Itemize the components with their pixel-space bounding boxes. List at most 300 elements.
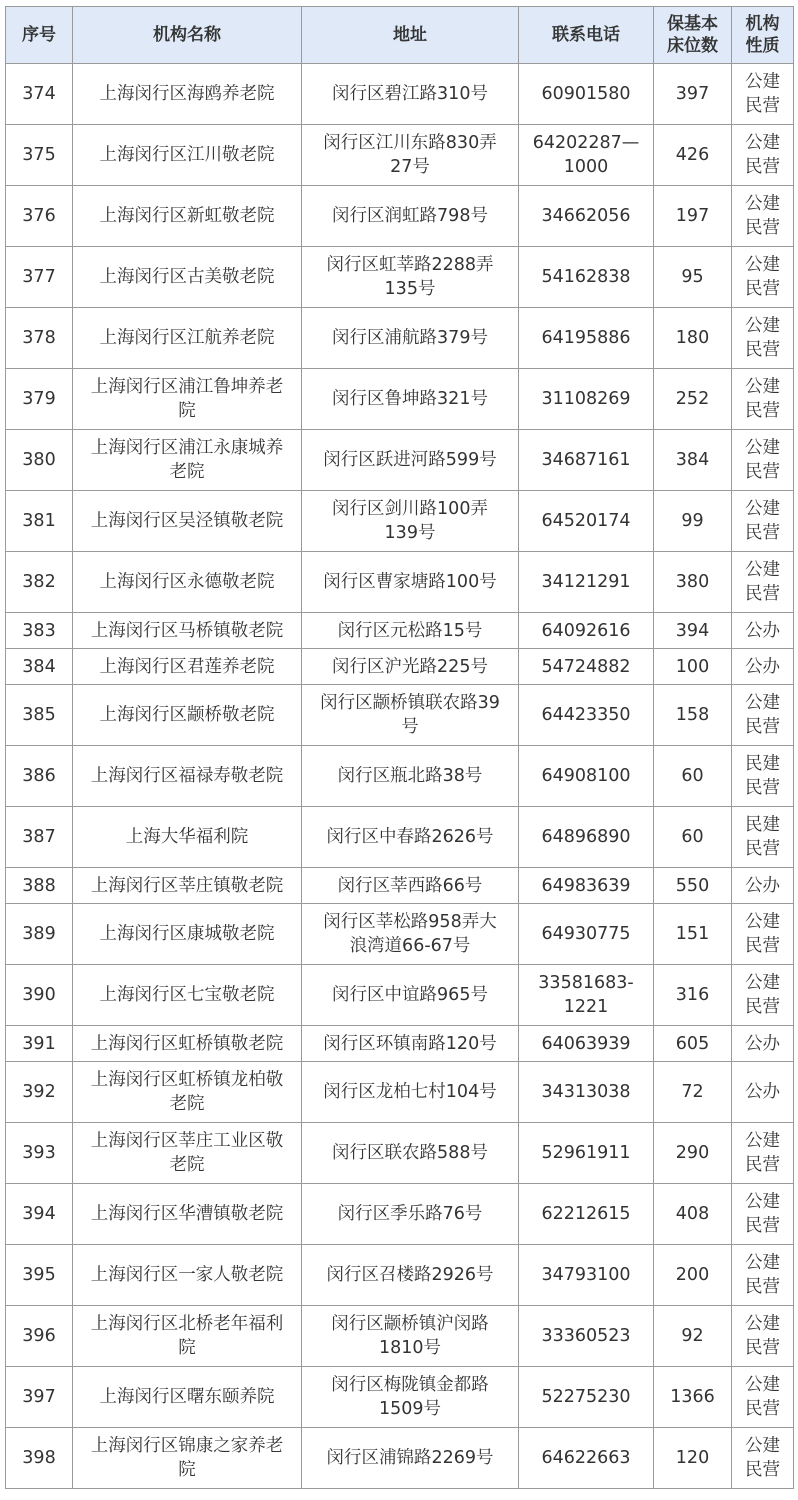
- cell-beds-text: 252: [675, 389, 710, 409]
- cell-address-text: 闵行区虹莘路2288弄135号: [326, 255, 494, 299]
- cell-no-text: 389: [22, 924, 56, 944]
- cell-phone-text: 64195886: [541, 328, 631, 348]
- cell-address: [302, 649, 519, 685]
- cell-no: [6, 685, 73, 746]
- cell-beds: [654, 1245, 732, 1306]
- cell-name-text: 上海闵行区虹桥镇敬老院: [90, 1033, 284, 1054]
- cell-address: [302, 807, 519, 868]
- cell-beds-text: 100: [675, 656, 710, 677]
- cell-address: [302, 1428, 519, 1489]
- cell-name: [73, 1026, 302, 1062]
- cell-name-text: 上海闵行区康城敬老院: [99, 924, 275, 944]
- cell-no-text: 377: [22, 267, 56, 287]
- cell-phone: [519, 868, 654, 904]
- cell-type: [732, 491, 794, 552]
- cell-no-text: 392: [22, 1082, 56, 1102]
- cell-name-text: 上海闵行区永德敬老院: [99, 572, 275, 592]
- cell-no: [6, 1428, 73, 1489]
- cell-name: [73, 1062, 302, 1123]
- cell-phone: [519, 746, 654, 807]
- cell-no: [6, 430, 73, 491]
- cell-type: [732, 1062, 794, 1123]
- cell-phone-text: 62212615: [541, 1204, 631, 1224]
- header-phone: [519, 7, 654, 64]
- cell-phone: [519, 125, 654, 186]
- cell-no-text: 390: [22, 985, 56, 1005]
- cell-beds-text: 550: [675, 875, 710, 896]
- cell-phone-text: 64423350: [541, 705, 631, 725]
- cell-address: [302, 1367, 519, 1428]
- cell-beds: [654, 746, 732, 807]
- cell-address-text: 闵行区润虹路798号: [332, 206, 488, 226]
- cell-type: [732, 125, 794, 186]
- cell-no: [6, 746, 73, 807]
- cell-name: [73, 965, 302, 1026]
- cell-beds: [654, 186, 732, 247]
- cell-type-text: 民建民营: [745, 815, 780, 859]
- cell-type-text: 公建民营: [745, 438, 780, 482]
- header-type-label: 机构性质: [745, 14, 780, 56]
- cell-address-text: 闵行区梅陇镇金都路1509号: [331, 1375, 489, 1419]
- header-no: [6, 7, 73, 64]
- cell-name: [73, 1306, 302, 1367]
- cell-phone: [519, 552, 654, 613]
- table-row: [6, 1026, 794, 1062]
- cell-address-text: 闵行区跃进河路599号: [323, 450, 497, 470]
- cell-phone-text: 34687161: [541, 450, 631, 470]
- cell-address-text: 闵行区召楼路2926号: [326, 1265, 494, 1285]
- cell-phone: [519, 904, 654, 965]
- cell-type: [732, 308, 794, 369]
- cell-type: [732, 965, 794, 1026]
- header-row: [6, 7, 794, 64]
- cell-name-text: 上海闵行区新虹敬老院: [99, 206, 275, 226]
- cell-type: [732, 685, 794, 746]
- cell-type: [732, 746, 794, 807]
- table-row: [6, 613, 794, 649]
- cell-name-text: 上海闵行区一家人敬老院: [90, 1265, 284, 1285]
- cell-phone: [519, 965, 654, 1026]
- header-name: [73, 7, 302, 64]
- cell-no-text: 385: [22, 705, 56, 725]
- cell-beds-text: 72: [681, 1082, 704, 1102]
- cell-phone-text: 64908100: [541, 766, 631, 786]
- cell-type: [732, 807, 794, 868]
- cell-address-text: 闵行区鲁坤路321号: [332, 389, 488, 409]
- cell-no: [6, 649, 73, 685]
- cell-phone-text: 52275230: [541, 1387, 631, 1407]
- cell-beds-text: 200: [675, 1265, 710, 1285]
- cell-type: [732, 1026, 794, 1062]
- table-row: [6, 247, 794, 308]
- cell-phone-text: 64063939: [541, 1033, 631, 1054]
- table-row: [6, 1245, 794, 1306]
- table-row: [6, 64, 794, 125]
- cell-no-text: 394: [22, 1204, 56, 1224]
- cell-phone-text: 34662056: [541, 206, 631, 226]
- cell-name: [73, 1184, 302, 1245]
- cell-type-text: 公建民营: [745, 1314, 780, 1358]
- cell-beds: [654, 1123, 732, 1184]
- cell-beds: [654, 1367, 732, 1428]
- cell-name: [73, 1245, 302, 1306]
- cell-beds-text: 92: [681, 1326, 704, 1346]
- cell-address: [302, 491, 519, 552]
- cell-no: [6, 1184, 73, 1245]
- cell-phone: [519, 247, 654, 308]
- cell-beds-text: 158: [675, 705, 710, 725]
- cell-phone-text: 33360523: [541, 1326, 631, 1346]
- cell-address: [302, 125, 519, 186]
- cell-beds-text: 1366: [670, 1387, 715, 1407]
- cell-name: [73, 430, 302, 491]
- cell-address-text: 闵行区碧江路310号: [332, 84, 488, 104]
- cell-type: [732, 430, 794, 491]
- cell-address-text: 闵行区浦航路379号: [332, 328, 488, 348]
- cell-phone-text: 54724882: [541, 656, 631, 677]
- table-row: [6, 308, 794, 369]
- cell-name: [73, 807, 302, 868]
- cell-name-text: 上海闵行区莘庄镇敬老院: [90, 875, 284, 896]
- cell-type-text: 公建民营: [745, 72, 780, 116]
- cell-name-text: 上海闵行区北桥老年福利院: [90, 1314, 284, 1358]
- cell-no-text: 383: [22, 620, 56, 641]
- cell-name: [73, 746, 302, 807]
- cell-type: [732, 1245, 794, 1306]
- cell-name: [73, 868, 302, 904]
- table-row: [6, 649, 794, 685]
- cell-phone-text: 31108269: [541, 389, 631, 409]
- cell-beds: [654, 904, 732, 965]
- table-row: [6, 1306, 794, 1367]
- cell-beds-text: 380: [675, 572, 710, 592]
- cell-address: [302, 430, 519, 491]
- cell-type-text: 公建民营: [745, 912, 780, 956]
- cell-beds: [654, 649, 732, 685]
- cell-type: [732, 369, 794, 430]
- cell-phone: [519, 430, 654, 491]
- cell-type: [732, 247, 794, 308]
- cell-no: [6, 965, 73, 1026]
- cell-name-text: 上海闵行区七宝敬老院: [99, 985, 275, 1005]
- cell-no-text: 388: [22, 875, 56, 896]
- cell-name-text: 上海闵行区锦康之家养老院: [90, 1436, 284, 1480]
- cell-beds-text: 151: [675, 924, 710, 944]
- cell-phone-text: 64930775: [541, 924, 631, 944]
- header-type: [732, 7, 794, 64]
- table-row: [6, 685, 794, 746]
- cell-address-text: 闵行区环镇南路120号: [323, 1033, 497, 1054]
- cell-address-text: 闵行区颛桥镇联农路39号: [320, 693, 500, 737]
- cell-no-text: 387: [22, 827, 56, 847]
- cell-no: [6, 1245, 73, 1306]
- cell-type-text: 公建民营: [745, 499, 780, 543]
- cell-no-text: 393: [22, 1143, 56, 1163]
- cell-address: [302, 369, 519, 430]
- cell-phone: [519, 64, 654, 125]
- cell-name-text: 上海闵行区浦江鲁坤养老院: [90, 377, 284, 421]
- cell-phone: [519, 1123, 654, 1184]
- cell-name: [73, 1428, 302, 1489]
- cell-address-text: 闵行区剑川路100弄139号: [332, 499, 488, 543]
- cell-phone-text: 64896890: [541, 827, 631, 847]
- table-row: [6, 1062, 794, 1123]
- cell-no-text: 378: [22, 328, 56, 348]
- cell-no: [6, 1367, 73, 1428]
- cell-no-text: 376: [22, 206, 56, 226]
- table-header: [6, 7, 794, 64]
- cell-beds-text: 60: [681, 827, 704, 847]
- cell-name-text: 上海闵行区浦江永康城养老院: [90, 438, 284, 482]
- cell-address-text: 闵行区颛桥镇沪闵路1810号: [331, 1314, 489, 1358]
- cell-type-text: 公建民营: [745, 1375, 780, 1419]
- cell-phone: [519, 807, 654, 868]
- cell-address: [302, 1026, 519, 1062]
- cell-beds: [654, 613, 732, 649]
- cell-no: [6, 1306, 73, 1367]
- cell-phone-text: 54162838: [541, 267, 631, 287]
- cell-name-text: 上海闵行区华漕镇敬老院: [90, 1204, 284, 1224]
- cell-phone-text: 64983639: [541, 875, 631, 896]
- table-row: [6, 369, 794, 430]
- cell-phone: [519, 613, 654, 649]
- cell-address: [302, 904, 519, 965]
- cell-no: [6, 491, 73, 552]
- cell-address-text: 闵行区曹家塘路100号: [323, 572, 497, 592]
- cell-name: [73, 613, 302, 649]
- cell-no-text: 380: [22, 450, 56, 470]
- cell-type: [732, 904, 794, 965]
- cell-address: [302, 1123, 519, 1184]
- cell-beds-text: 408: [675, 1204, 710, 1224]
- cell-type-text: 公建民营: [745, 1436, 780, 1480]
- cell-name-text: 上海闵行区曙东颐养院: [99, 1387, 275, 1407]
- cell-no: [6, 369, 73, 430]
- cell-type: [732, 649, 794, 685]
- cell-address-text: 闵行区瓶北路38号: [337, 766, 483, 786]
- cell-type: [732, 1367, 794, 1428]
- cell-name: [73, 552, 302, 613]
- cell-beds: [654, 1184, 732, 1245]
- table-row: [6, 1428, 794, 1489]
- cell-name-text: 上海闵行区君莲养老院: [99, 656, 275, 677]
- cell-type-text: 公建民营: [745, 693, 780, 737]
- cell-address-text: 闵行区元松路15号: [337, 620, 483, 641]
- cell-type-text: 公建民营: [745, 133, 780, 177]
- cell-address: [302, 1245, 519, 1306]
- table-row: [6, 491, 794, 552]
- table-row: [6, 1184, 794, 1245]
- cell-name: [73, 491, 302, 552]
- cell-phone-text: 33581683-1221: [538, 973, 634, 1017]
- cell-beds: [654, 685, 732, 746]
- cell-type-text: 公建民营: [745, 973, 780, 1017]
- cell-phone-text: 64520174: [541, 511, 631, 531]
- cell-address: [302, 552, 519, 613]
- cell-type: [732, 186, 794, 247]
- cell-address: [302, 308, 519, 369]
- cell-name: [73, 247, 302, 308]
- cell-type-text: 公办: [745, 620, 780, 641]
- cell-address-text: 闵行区浦锦路2269号: [326, 1448, 494, 1468]
- header-beds-label: 保基本床位数: [667, 14, 718, 56]
- cell-type: [732, 1123, 794, 1184]
- cell-beds: [654, 1026, 732, 1062]
- cell-type-text: 公办: [745, 1082, 780, 1102]
- cell-type-text: 公建民营: [745, 194, 780, 238]
- cell-phone: [519, 1184, 654, 1245]
- cell-beds: [654, 247, 732, 308]
- cell-name-text: 上海闵行区虹桥镇龙柏敬老院: [90, 1070, 284, 1114]
- cell-beds: [654, 308, 732, 369]
- cell-type-text: 公建民营: [745, 1192, 780, 1236]
- cell-name: [73, 1367, 302, 1428]
- cell-beds-text: 120: [675, 1448, 710, 1468]
- cell-beds: [654, 965, 732, 1026]
- cell-no-text: 382: [22, 572, 56, 592]
- cell-type-text: 公建民营: [745, 1131, 780, 1175]
- cell-no: [6, 64, 73, 125]
- cell-type: [732, 1184, 794, 1245]
- cell-address: [302, 64, 519, 125]
- cell-name-text: 上海闵行区江川敬老院: [99, 145, 275, 165]
- cell-address-text: 闵行区中谊路965号: [332, 985, 488, 1005]
- cell-beds: [654, 868, 732, 904]
- cell-no-text: 379: [22, 389, 56, 409]
- cell-name: [73, 186, 302, 247]
- cell-name-text: 上海闵行区福禄寿敬老院: [90, 766, 284, 786]
- cell-beds: [654, 491, 732, 552]
- cell-beds: [654, 1428, 732, 1489]
- cell-no-text: 398: [22, 1448, 56, 1468]
- table-row: [6, 965, 794, 1026]
- cell-name-text: 上海大华福利院: [125, 827, 249, 847]
- cell-beds-text: 394: [675, 620, 710, 641]
- cell-beds-text: 397: [675, 84, 710, 104]
- cell-type-text: 民建民营: [745, 754, 780, 798]
- cell-no-text: 396: [22, 1326, 56, 1346]
- cell-address: [302, 965, 519, 1026]
- cell-phone-text: 34313038: [541, 1082, 631, 1102]
- cell-name: [73, 308, 302, 369]
- cell-type: [732, 868, 794, 904]
- cell-name: [73, 64, 302, 125]
- cell-beds: [654, 1306, 732, 1367]
- table-row: [6, 125, 794, 186]
- cell-beds: [654, 369, 732, 430]
- cell-no: [6, 613, 73, 649]
- cell-address: [302, 868, 519, 904]
- table-row: [6, 1123, 794, 1184]
- cell-phone: [519, 1367, 654, 1428]
- header-address: [302, 7, 519, 64]
- header-phone-label: 联系电话: [552, 25, 620, 45]
- cell-beds: [654, 552, 732, 613]
- cell-beds-text: 316: [675, 985, 710, 1005]
- header-name-label: 机构名称: [153, 25, 221, 45]
- cell-address: [302, 1062, 519, 1123]
- cell-no-text: 395: [22, 1265, 56, 1285]
- cell-phone: [519, 1306, 654, 1367]
- table-row: [6, 746, 794, 807]
- cell-beds-text: 605: [675, 1033, 710, 1054]
- cell-address-text: 闵行区莘松路958弄大浪湾道66-67号: [323, 912, 497, 956]
- table-row: [6, 904, 794, 965]
- cell-name-text: 上海闵行区莘庄工业区敬老院: [90, 1131, 284, 1175]
- cell-address: [302, 613, 519, 649]
- cell-beds: [654, 1062, 732, 1123]
- table-row: [6, 552, 794, 613]
- cell-no-text: 397: [22, 1387, 56, 1407]
- cell-no: [6, 868, 73, 904]
- cell-address-text: 闵行区沪光路225号: [332, 656, 488, 677]
- cell-phone-text: 64622663: [541, 1448, 631, 1468]
- cell-type-text: 公建民营: [745, 560, 780, 604]
- cell-no: [6, 186, 73, 247]
- cell-name: [73, 685, 302, 746]
- cell-address-text: 闵行区龙柏七村104号: [323, 1082, 497, 1102]
- cell-type: [732, 552, 794, 613]
- cell-address: [302, 247, 519, 308]
- cell-type: [732, 613, 794, 649]
- table-row: [6, 430, 794, 491]
- cell-type-text: 公建民营: [745, 377, 780, 421]
- cell-beds-text: 99: [681, 511, 704, 531]
- cell-name: [73, 125, 302, 186]
- cell-phone: [519, 1428, 654, 1489]
- cell-no: [6, 125, 73, 186]
- cell-address: [302, 186, 519, 247]
- cell-beds: [654, 64, 732, 125]
- cell-type: [732, 1428, 794, 1489]
- cell-address: [302, 685, 519, 746]
- table-row: [6, 186, 794, 247]
- cell-beds-text: 197: [675, 206, 710, 226]
- cell-beds-text: 60: [681, 766, 704, 786]
- cell-type: [732, 1306, 794, 1367]
- cell-type-text: 公建民营: [745, 316, 780, 360]
- cell-phone-text: 34121291: [541, 572, 631, 592]
- cell-name: [73, 1123, 302, 1184]
- cell-phone: [519, 1245, 654, 1306]
- cell-type-text: 公办: [745, 875, 780, 896]
- cell-phone-text: 64092616: [541, 620, 631, 641]
- cell-address-text: 闵行区莘西路66号: [337, 875, 483, 896]
- cell-phone: [519, 186, 654, 247]
- cell-phone: [519, 649, 654, 685]
- cell-address-text: 闵行区江川东路830弄27号: [323, 133, 497, 177]
- cell-phone: [519, 491, 654, 552]
- cell-type: [732, 64, 794, 125]
- cell-name-text: 上海闵行区江航养老院: [99, 328, 275, 348]
- cell-address-text: 闵行区季乐路76号: [337, 1204, 483, 1224]
- cell-name-text: 上海闵行区吴泾镇敬老院: [90, 511, 284, 531]
- cell-phone-text: 52961911: [541, 1143, 631, 1163]
- cell-no-text: 374: [22, 84, 56, 104]
- cell-beds: [654, 430, 732, 491]
- table-row: [6, 868, 794, 904]
- nursing-home-table: [5, 6, 794, 1489]
- cell-beds-text: 426: [675, 145, 710, 165]
- cell-no: [6, 247, 73, 308]
- cell-name: [73, 649, 302, 685]
- table-row: [6, 807, 794, 868]
- cell-address: [302, 1184, 519, 1245]
- cell-type-text: 公办: [745, 656, 780, 677]
- cell-no-text: 384: [22, 656, 56, 677]
- cell-beds: [654, 807, 732, 868]
- table-body: [6, 64, 794, 1489]
